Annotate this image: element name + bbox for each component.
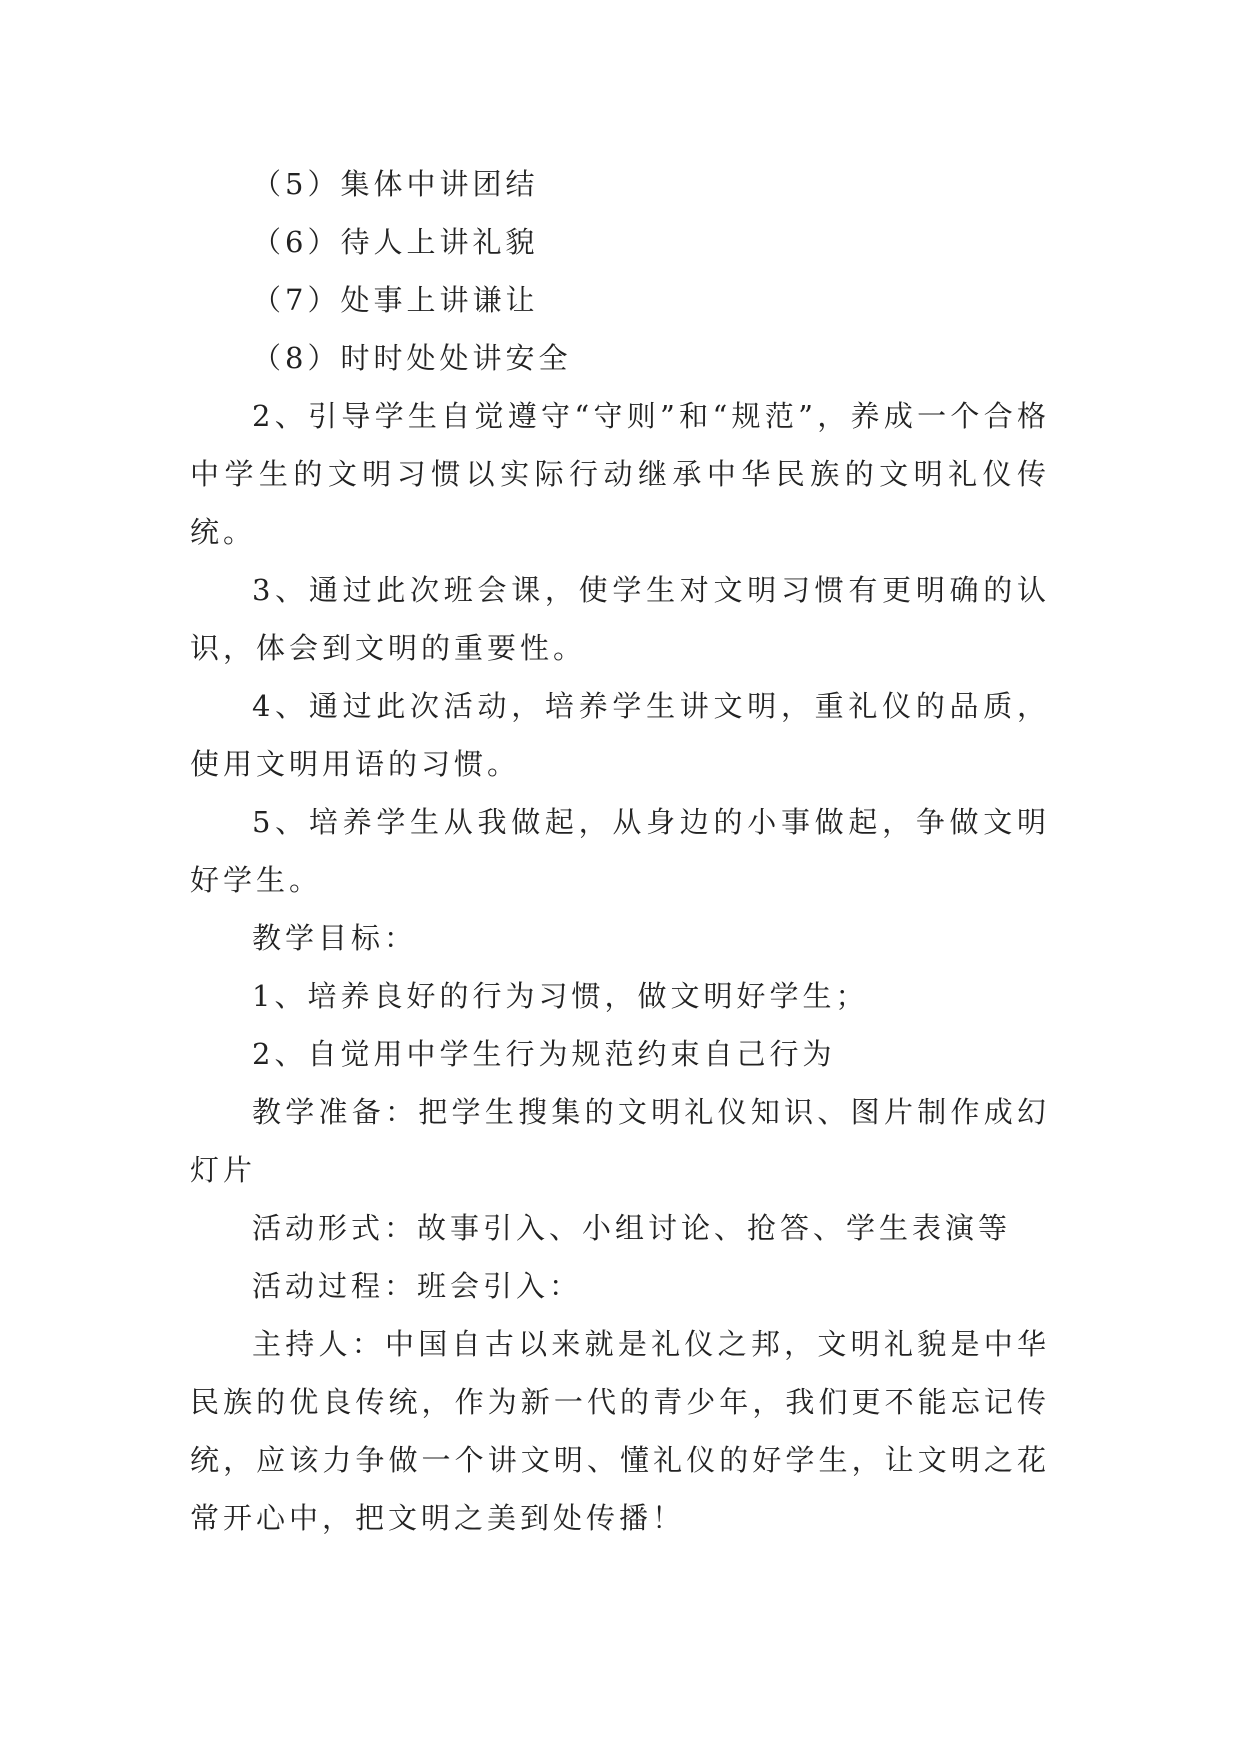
paragraph-activity-format: 活动形式：故事引入、小组讨论、抢答、学生表演等 bbox=[252, 1211, 1012, 1245]
list-item-unity: （5）集体中讲团结 bbox=[252, 167, 539, 201]
paragraph-goal-5: 5、培养学生从我做起，从身边的小事做起，争做文明好学生。 bbox=[190, 805, 1050, 897]
paragraph-goal-4: 4、通过此次活动，培养学生讲文明，重礼仪的品质，使用文明用语的习惯。 bbox=[190, 689, 1050, 781]
objective-item-1: 1、培养良好的行为习惯，做文明好学生； bbox=[252, 979, 869, 1013]
list-item-safety: （8）时时处处讲安全 bbox=[252, 341, 572, 375]
paragraph-host-intro: 主持人：中国自古以来就是礼仪之邦，文明礼貌是中华民族的优良传统，作为新一代的青少年，我们更不能忘记传统，应该力争做一个讲文明、懂礼仪的好学生，让文明之花常开心中，把文明之美到处传播！ bbox=[190, 1327, 1050, 1535]
objective-item-2: 2、自觉用中学生行为规范约束自己行为 bbox=[252, 1037, 836, 1071]
document-body bbox=[190, 155, 1050, 1547]
paragraph-teaching-preparation: 教学准备：把学生搜集的文明礼仪知识、图片制作成幻灯片 bbox=[190, 1095, 1050, 1187]
paragraph-activity-process: 活动过程：班会引入： bbox=[252, 1269, 583, 1303]
list-item-courtesy: （6）待人上讲礼貌 bbox=[252, 225, 539, 259]
list-item-modesty: （7）处事上讲谦让 bbox=[252, 283, 539, 317]
paragraph-goal-3: 3、通过此次班会课，使学生对文明习惯有更明确的认识，体会到文明的重要性。 bbox=[190, 573, 1050, 665]
heading-teaching-objectives: 教学目标： bbox=[252, 921, 418, 955]
paragraph-goal-2: 2、引导学生自觉遵守“守则”和“规范”，养成一个合格中学生的文明习惯以实际行动继承中华民族的文明礼仪传统。 bbox=[190, 399, 1050, 549]
